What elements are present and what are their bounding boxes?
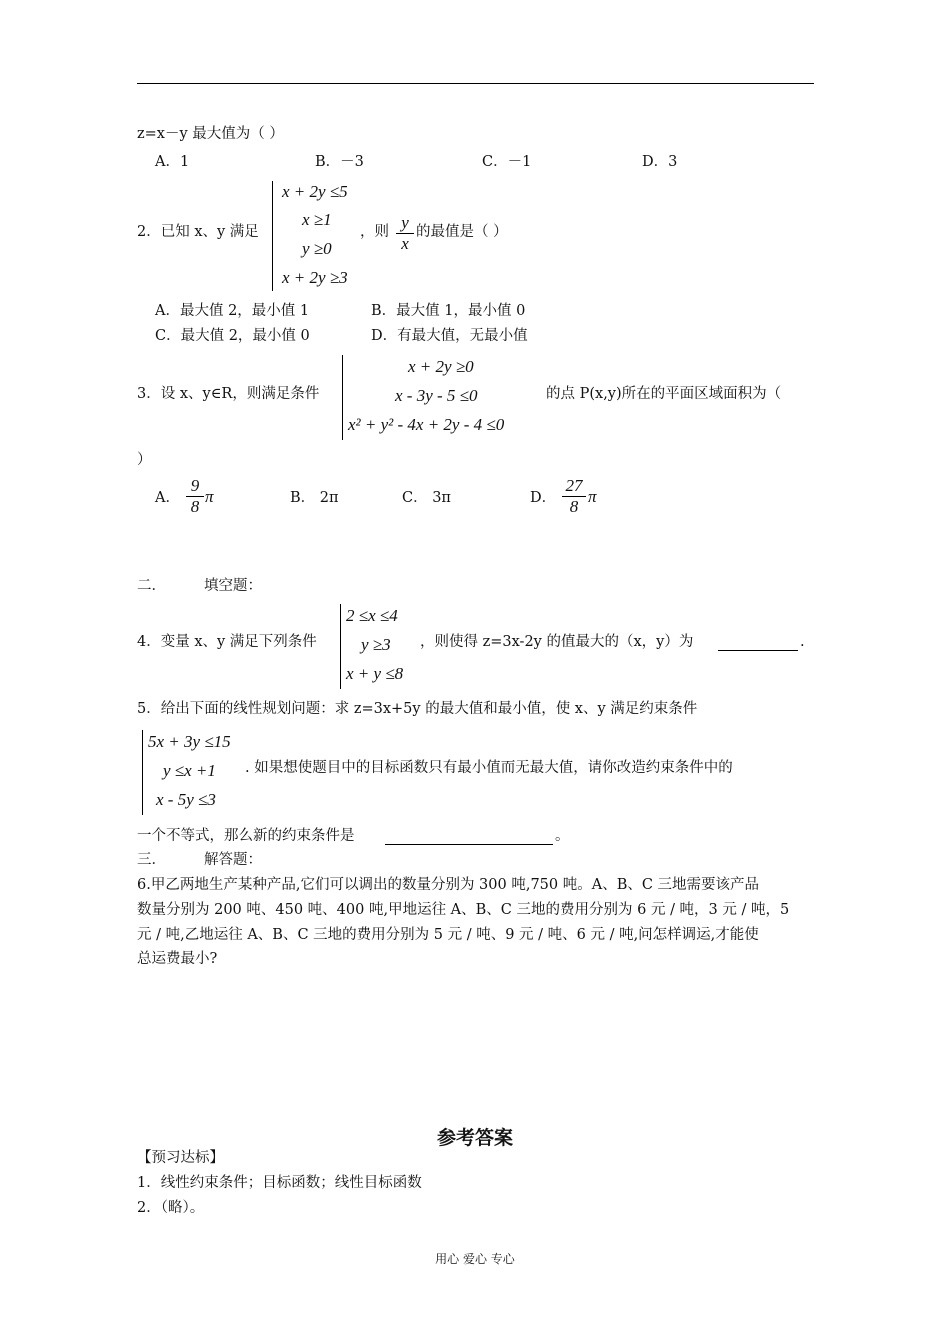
q4-constraint-3: x + y ≤8 bbox=[346, 664, 404, 683]
q5-brace bbox=[142, 730, 143, 815]
q2-constraint-1: x + 2y ≤5 bbox=[282, 182, 348, 201]
q3-choice-a-den: 8 bbox=[190, 497, 200, 516]
q2-choice-b: B．最大值 1，最小值 0 bbox=[371, 303, 526, 319]
q4-answer-blank[interactable] bbox=[718, 636, 798, 651]
q3-choice-d-fraction bbox=[562, 476, 586, 517]
q6-line-1: 6.甲乙两地生产某种产品,它们可以调出的数量分别为 300 吨,750 吨。A、B、C 三地需要该产品 bbox=[137, 877, 760, 893]
q3-choice-d-pi: π bbox=[588, 487, 597, 506]
q4-constraint-1: 2 ≤x ≤4 bbox=[346, 606, 398, 625]
q3-constraint-2: x - 3y - 5 ≤0 bbox=[395, 386, 478, 405]
section2-title: 填空题： bbox=[204, 578, 262, 594]
q5-answer-blank[interactable] bbox=[385, 830, 553, 845]
q6-line-4: 总运费最小? bbox=[137, 951, 218, 967]
q5-constraint-3: x - 5y ≤3 bbox=[156, 790, 216, 809]
q-prev-choice-a: A．1 bbox=[155, 154, 190, 170]
q3-choice-a-label: A． bbox=[155, 490, 180, 506]
q3-constraint-3: x² + y² - 4x + 2y - 4 ≤0 bbox=[348, 415, 505, 434]
answers-item-2: 2．（略）。 bbox=[137, 1200, 205, 1216]
q2-mid: ，则 bbox=[360, 224, 389, 240]
q3-choice-a-pi: π bbox=[205, 487, 214, 506]
q5-constraint-1: 5x + 3y ≤15 bbox=[148, 732, 231, 751]
q2-choice-d: D．有最大值，无最小值 bbox=[371, 328, 528, 344]
answers-title: 参考答案 bbox=[436, 1127, 513, 1149]
header-rule bbox=[137, 83, 814, 84]
q4-end: . bbox=[800, 634, 805, 650]
q2-brace bbox=[272, 181, 273, 291]
q6-line-3: 元 / 吨,乙地运往 A、B、C 三地的费用分别为 5 元 / 吨、9 元 / 吨、6 元 / 吨,问怎样调运,才能使 bbox=[137, 927, 759, 943]
q6-line-2: 数量分别为 200 吨、450 吨、400 吨,甲地运往 A、B、C 三地的费用分别为 6 元 / 吨，3 元 / 吨，5 bbox=[137, 902, 790, 918]
answers-item-1: 1．线性约束条件；目标函数；线性目标函数 bbox=[137, 1175, 422, 1191]
page-footer: 用心 爱心 专心 bbox=[435, 1252, 515, 1266]
q2-constraint-3: y ≥0 bbox=[302, 239, 332, 258]
q-prev-stem: z=x－y 最大值为（ ） bbox=[137, 126, 284, 142]
q3-choice-d-den: 8 bbox=[569, 497, 579, 516]
q-prev-choice-d: D．3 bbox=[642, 154, 678, 170]
section3-label: 三． bbox=[137, 852, 166, 868]
q2-suffix: 的最值是（ ） bbox=[416, 224, 508, 240]
q-prev-choice-c: C．－1 bbox=[482, 154, 532, 170]
q3-choice-c: C． 3π bbox=[402, 490, 451, 506]
q2-fraction bbox=[396, 213, 414, 254]
q3-choice-a-num: 9 bbox=[186, 476, 204, 497]
q3-choice-d-num: 27 bbox=[562, 476, 586, 497]
q2-choice-c: C．最大值 2，最小值 0 bbox=[155, 328, 310, 344]
q3-choice-d-label: D． bbox=[530, 490, 557, 506]
q2-constraint-4: x + 2y ≥3 bbox=[282, 268, 348, 287]
q2-prefix: 2．已知 x、y 满足 bbox=[137, 224, 259, 240]
q-prev-choice-b: B．－3 bbox=[315, 154, 364, 170]
q5-line1: 5．给出下面的线性规划问题：求 z=3x+5y 的最大值和最小值，使 x、y 满足约束条件 bbox=[137, 701, 698, 717]
q2-choice-a: A．最大值 2，最小值 1 bbox=[155, 303, 310, 319]
section2-label: 二． bbox=[137, 578, 166, 594]
q3-choice-a-fraction bbox=[186, 476, 204, 517]
q5-end: 。 bbox=[555, 828, 570, 844]
q5-line2: . 如果想使题目中的目标函数只有最小值而无最大值，请你改造约束条件中的 bbox=[245, 760, 733, 776]
q3-brace bbox=[342, 355, 343, 440]
q3-suffix: 的点 P(x,y)所在的平面区域面积为（ bbox=[546, 386, 782, 402]
q3-choice-b: B． 2π bbox=[290, 490, 339, 506]
q5-line3: 一个不等式，那么新的约束条件是 bbox=[137, 828, 355, 844]
q2-frac-num: y bbox=[396, 213, 414, 234]
q4-suffix: ，则使得 z=3x-2y 的值最大的（x，y）为 bbox=[420, 634, 694, 650]
q4-brace bbox=[340, 604, 341, 689]
q3-constraint-1: x + 2y ≥0 bbox=[408, 357, 474, 376]
q2-frac-den: x bbox=[401, 234, 409, 253]
section3-title: 解答题： bbox=[204, 852, 262, 868]
q3-prefix: 3．设 x、y∈R，则满足条件 bbox=[137, 386, 320, 402]
answers-heading: 【预习达标】 bbox=[137, 1150, 224, 1166]
q3-close: ） bbox=[137, 452, 152, 468]
q4-constraint-2: y ≥3 bbox=[361, 635, 391, 654]
q5-constraint-2: y ≤x +1 bbox=[163, 761, 216, 780]
q4-prefix: 4．变量 x、y 满足下列条件 bbox=[137, 634, 317, 650]
q2-constraint-2: x ≥1 bbox=[302, 210, 332, 229]
